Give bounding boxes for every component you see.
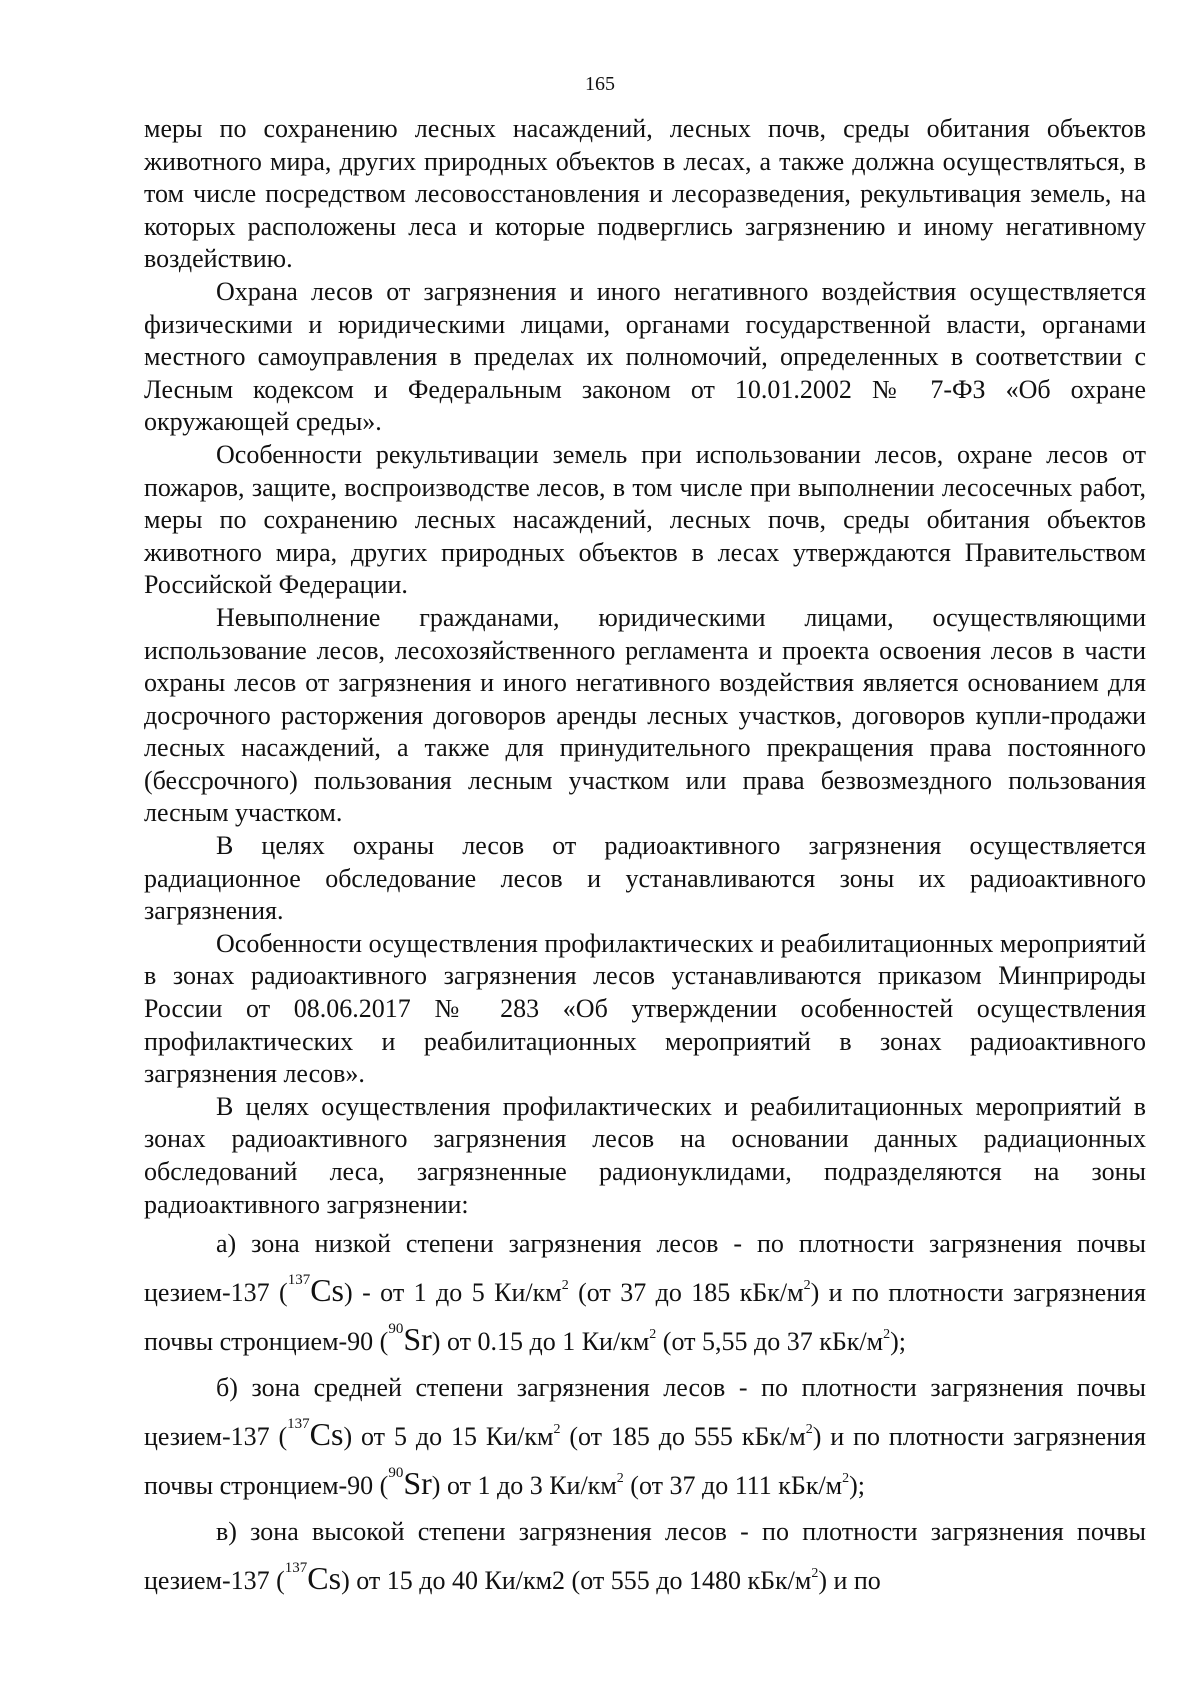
cesium-mass-number: 137 (287, 1416, 310, 1433)
zone-medium-text-4: ) и по плотности загрязнения почвы стронцием-90 ( (144, 1422, 1147, 1501)
zone-medium-paragraph (144, 1365, 1146, 1509)
zone-medium-text-5: ) от 1 до 3 Ки/км (431, 1471, 617, 1501)
zone-low-text-2: ) - от 1 до 5 Ки/км (344, 1278, 562, 1308)
zone-medium-text-2: ) от 5 до 15 Ки/км (343, 1422, 554, 1452)
zone-medium-text-3: (от 185 до 555 кБк/м (560, 1422, 806, 1452)
zone-high-text-3: ) и по (818, 1566, 881, 1596)
cesium-mass-number: 137 (287, 1272, 311, 1289)
strontium-symbol: Sr (403, 1321, 432, 1358)
squared-superscript: 2 (649, 1327, 657, 1343)
cesium-137-isotope (287, 1272, 344, 1309)
cesium-mass-number: 137 (284, 1560, 308, 1577)
paragraph-7: В целях осуществления профилактических и реабилитационных мероприятий в зонах радиоактивного загрязнения лесов на основании данных радиационных обследований леса, загрязненные радионуклидами, подразделяются на зоны радиоактивного загрязнении: (144, 1091, 1146, 1219)
paragraph-5: В целях охраны лесов от радиоактивного загрязнения осуществляется радиационное обследование лесов и устанавливаются зоны их радиоактивного загрязнения. (144, 831, 1146, 926)
zone-high-text-2: ) от 15 до 40 Ки/км2 (от 555 до 1480 кБк/м (341, 1566, 812, 1596)
cesium-137-isotope (284, 1560, 342, 1597)
squared-superscript: 2 (616, 1471, 624, 1487)
squared-superscript: 2 (561, 1278, 569, 1294)
zone-low-text-7: ); (890, 1327, 906, 1357)
paragraph-1: меры по сохранению лесных насаждений, лесных почв, среды обитания объектов животного мира, других природных объектов в лесах, а также должна осуществляться, в том числе посредством лесовосстановления и лесоразведения, рекультивация земель, на которых расположены леса и которые подверглись загрязнению и иному негативному воздействию. (144, 114, 1146, 274)
zone-low-text-4: ) и по плотности загрязнения почвы стронцием-90 ( (144, 1278, 1147, 1357)
cesium-symbol: Cs (307, 1560, 342, 1597)
zone-low-text-6: (от 5,55 до 37 кБк/м (656, 1327, 884, 1357)
squared-superscript: 2 (883, 1327, 891, 1343)
squared-superscript: 2 (803, 1278, 811, 1294)
page-number: 165 (585, 73, 615, 95)
zone-high-text-1: в) зона высокой степени загрязнения лесов - по плотности загрязнения почвы цезием-137 ( (144, 1517, 1146, 1596)
squared-superscript: 2 (553, 1422, 561, 1438)
strontium-mass-number: 90 (388, 1465, 404, 1482)
squared-superscript: 2 (805, 1422, 813, 1438)
paragraph-4: Невыполнение гражданами, юридическими лицами, осуществляющими использование лесов, лесохозяйственного регламента и проекта освоения лесов в части охраны лесов от загрязнения и иного негативного воздействия является основанием для досрочного расторжения договоров аренды лесных участков, договоров купли-продажи лесных насаждений, а также для принудительного прекращения права постоянного (бессрочного) пользования лесным участком или права безвозмездного пользования лесным участком. (144, 602, 1146, 828)
zone-low-text-3: (от 37 до 185 кБк/м (568, 1278, 804, 1308)
zone-medium-text-7: ); (849, 1471, 866, 1501)
paragraph-3: Особенности рекультивации земель при использовании лесов, охране лесов от пожаров, защите, воспроизводстве лесов, в том числе при выполнении лесосечных работ, меры по сохранению лесных насаждений, лесных почв, среды обитания объектов животного мира, других природных объектов в лесах утверждаются Правительством Российской Федерации. (144, 439, 1146, 600)
zone-low-paragraph (144, 1221, 1146, 1365)
paragraph-2: Охрана лесов от загрязнения и иного негативного воздействия осуществляется физическими и юридическими лицами, органами государственной власти, органами местного самоуправления в пределах их полномочий, определенных в соответствии с Лесным кодексом и Федеральным законом от 10.01.2002 № 7-ФЗ «Об охране окружающей среды». (144, 276, 1146, 437)
zone-high-paragraph (144, 1509, 1146, 1604)
zone-medium-text-6: (от 37 до 111 кБк/м (623, 1471, 843, 1501)
strontium-symbol: Sr (403, 1465, 432, 1502)
cesium-symbol: Cs (309, 1416, 344, 1453)
strontium-mass-number: 90 (388, 1321, 404, 1338)
strontium-90-isotope (388, 1465, 432, 1502)
zone-low-text-5: ) от 0.15 до 1 Ки/км (431, 1327, 650, 1357)
squared-superscript: 2 (842, 1471, 850, 1487)
cesium-137-isotope (287, 1416, 344, 1453)
zone-low-text-1: а) зона низкой степени загрязнения лесов - по плотности загрязнения почвы цезием-137 ( (144, 1229, 1146, 1308)
cesium-symbol: Cs (310, 1272, 344, 1309)
strontium-90-isotope (388, 1321, 432, 1358)
zone-medium-text-1: б) зона средней степени загрязнения лесов - по плотности загрязнения почвы цезием-137 ( (144, 1373, 1146, 1452)
paragraph-6: Особенности осуществления профилактических и реабилитационных мероприятий в зонах радиоактивного загрязнения лесов устанавливаются приказом Минприроды России от 08.06.2017 № 283 «Об утверждении особенностей осуществления профилактических и реабилитационных мероприятий в зонах радиоактивного загрязнения лесов». (144, 928, 1146, 1089)
document-body (144, 113, 1146, 1604)
squared-superscript: 2 (811, 1566, 819, 1582)
